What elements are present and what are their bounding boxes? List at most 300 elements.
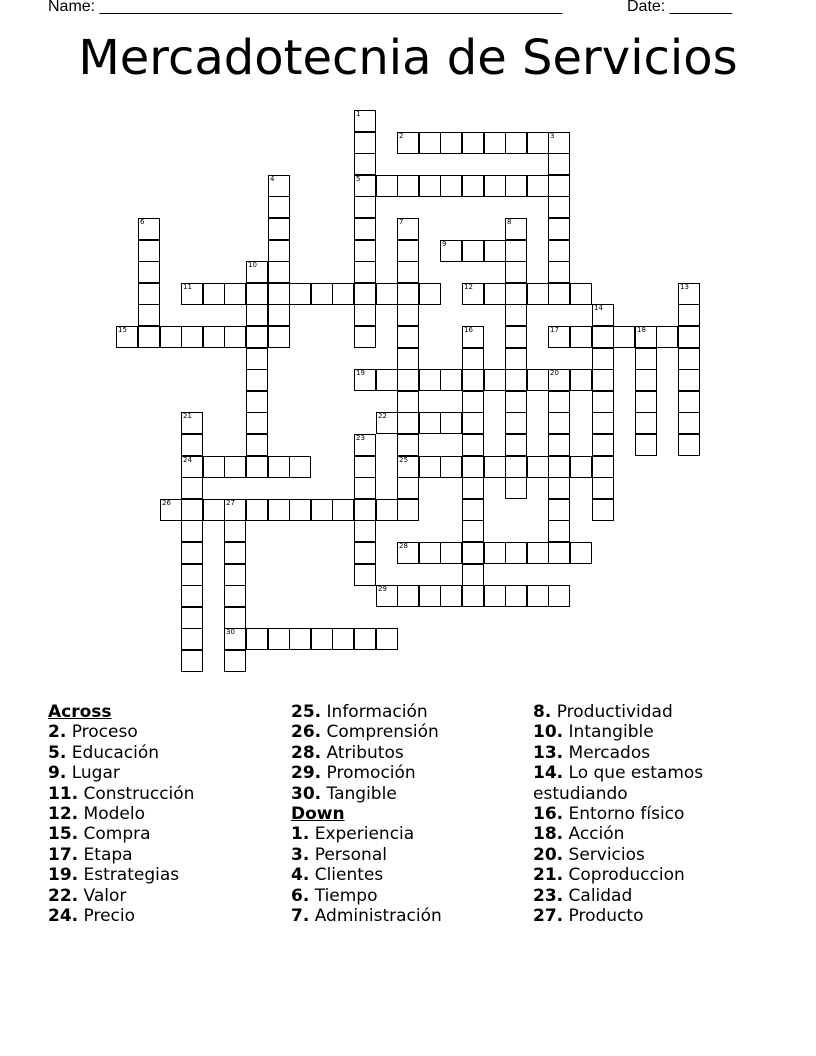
grid-cell[interactable] [354,196,376,218]
clue-item [533,906,703,926]
grid-cell[interactable] [548,542,570,564]
grid-cell[interactable] [138,304,160,326]
grid-cell[interactable] [548,585,570,607]
clue-number: 29 [378,585,387,593]
grid-cell[interactable] [246,499,268,521]
grid-cell[interactable] [311,283,333,305]
grid-cell[interactable] [246,456,268,478]
grid-cell[interactable] [397,304,419,326]
grid-cell[interactable] [570,369,592,391]
clue-number-label: 28. [291,742,322,763]
clue-number-label: 29. [291,763,322,784]
grid-cell[interactable] [548,175,570,197]
grid-cell[interactable] [268,456,290,478]
grid-cell[interactable] [376,499,398,521]
grid-cell[interactable] [505,326,527,348]
grid-cell[interactable] [332,628,354,650]
grid-cell[interactable] [181,628,203,650]
grid-cell[interactable] [440,240,462,262]
clue-number-label: 8. [533,702,552,722]
clue-item [48,906,194,926]
grid-cell[interactable] [505,412,527,434]
grid-cell[interactable] [354,132,376,154]
grid-cell[interactable] [548,218,570,240]
grid-cell[interactable] [116,326,138,348]
grid-cell[interactable] [419,585,441,607]
grid-cell[interactable] [397,542,419,564]
grid-cell[interactable] [462,391,484,413]
clue-number: 7 [399,218,404,226]
grid-cell[interactable] [548,326,570,348]
grid-cell[interactable] [354,369,376,391]
grid-cell[interactable] [462,348,484,370]
clue-text: Educación [71,742,160,763]
grid-cell[interactable] [376,283,398,305]
grid-cell[interactable] [505,283,527,305]
grid-cell[interactable] [462,585,484,607]
grid-cell[interactable] [268,304,290,326]
grid-cell[interactable] [246,412,268,434]
grid-cell[interactable] [548,391,570,413]
grid-cell[interactable] [246,391,268,413]
grid-cell[interactable] [505,175,527,197]
grid-cell[interactable] [397,283,419,305]
grid-cell[interactable] [138,218,160,240]
grid-cell[interactable] [332,283,354,305]
grid-cell[interactable] [224,520,246,542]
grid-cell[interactable] [635,326,657,348]
grid-cell[interactable] [181,412,203,434]
grid-cell[interactable] [613,326,635,348]
grid-cell[interactable] [138,240,160,262]
grid-cell[interactable] [440,456,462,478]
clue-item [291,906,442,926]
grid-cell[interactable] [678,348,700,370]
grid-cell[interactable] [181,456,203,478]
grid-cell[interactable] [440,585,462,607]
grid-cell[interactable] [635,391,657,413]
grid-cell[interactable] [203,499,225,521]
grid-cell[interactable] [160,326,182,348]
grid-cell[interactable] [548,434,570,456]
grid-cell[interactable] [592,348,614,370]
grid-cell[interactable] [592,477,614,499]
grid-cell[interactable] [462,434,484,456]
grid-cell[interactable] [181,607,203,629]
clue-text: Experiencia [314,824,415,845]
grid-cell[interactable] [505,261,527,283]
grid-cell[interactable] [246,628,268,650]
grid-cell[interactable] [548,132,570,154]
grid-cell[interactable] [397,434,419,456]
clue-item [48,743,194,763]
grid-cell[interactable] [592,369,614,391]
grid-cell[interactable] [289,456,311,478]
grid-cell[interactable] [440,132,462,154]
grid-cell[interactable] [440,542,462,564]
grid-cell[interactable] [462,499,484,521]
grid-cell[interactable] [678,434,700,456]
grid-cell[interactable] [678,326,700,348]
grid-cell[interactable] [354,261,376,283]
grid-cell[interactable] [527,283,549,305]
clue-text: Entorno físico [568,804,685,825]
grid-cell[interactable] [484,542,506,564]
grid-cell[interactable] [376,628,398,650]
grid-cell[interactable] [548,283,570,305]
grid-cell[interactable] [354,175,376,197]
grid-cell[interactable] [397,412,419,434]
clue-number-label: 10. [533,722,564,743]
grid-cell[interactable] [354,477,376,499]
grid-cell[interactable] [462,175,484,197]
grid-cell[interactable] [268,499,290,521]
grid-cell[interactable] [354,326,376,348]
grid-cell[interactable] [505,132,527,154]
grid-cell[interactable] [484,585,506,607]
clue-text: estudiando [533,783,628,804]
clue-text: Intangible [568,722,654,743]
grid-cell[interactable] [592,434,614,456]
name-field-label: Name: ____________________________________________________ [48,0,563,15]
clue-item [533,743,703,763]
grid-cell[interactable] [635,369,657,391]
grid-cell[interactable] [505,369,527,391]
clue-item [533,804,703,824]
grid-cell[interactable] [505,218,527,240]
grid-cell[interactable] [548,369,570,391]
grid-cell[interactable] [527,456,549,478]
clue-text: Valor [83,885,127,906]
grid-cell[interactable] [203,326,225,348]
grid-cell[interactable] [592,391,614,413]
grid-cell[interactable] [160,499,182,521]
grid-cell[interactable] [268,175,290,197]
grid-cell[interactable] [268,196,290,218]
grid-cell[interactable] [354,434,376,456]
grid-cell[interactable] [181,650,203,672]
grid-cell[interactable] [138,283,160,305]
clue-number: 4 [270,175,275,183]
grid-cell[interactable] [246,283,268,305]
grid-cell[interactable] [354,240,376,262]
grid-cell[interactable] [592,412,614,434]
grid-cell[interactable] [397,391,419,413]
clue-text: Tangible [326,783,397,804]
grid-cell[interactable] [354,628,376,650]
grid-cell[interactable] [527,175,549,197]
grid-cell[interactable] [505,456,527,478]
grid-cell[interactable] [397,132,419,154]
grid-cell[interactable] [181,564,203,586]
clues-column-2 [291,702,442,926]
clue-number-label: 26. [291,722,322,743]
grid-cell[interactable] [484,283,506,305]
grid-cell[interactable] [678,283,700,305]
grid-cell[interactable] [527,542,549,564]
clue-text: Construcción [83,783,195,804]
grid-cell[interactable] [678,304,700,326]
grid-cell[interactable] [268,283,290,305]
grid-cell[interactable] [246,369,268,391]
grid-cell[interactable] [289,283,311,305]
grid-cell[interactable] [484,369,506,391]
grid-cell[interactable] [678,412,700,434]
clue-number-label: 4. [291,865,310,886]
grid-cell[interactable] [354,304,376,326]
clue-number: 12 [464,283,473,291]
grid-cell[interactable] [548,412,570,434]
grid-cell[interactable] [419,175,441,197]
clue-item [533,763,703,783]
clue-text: Acción [568,824,625,845]
grid-cell[interactable] [311,499,333,521]
grid-cell[interactable] [376,412,398,434]
grid-cell[interactable] [397,585,419,607]
grid-cell[interactable] [548,477,570,499]
grid-cell[interactable] [224,564,246,586]
clue-item [533,865,703,885]
clue-number-label: 19. [48,865,79,886]
grid-cell[interactable] [462,369,484,391]
grid-cell[interactable] [462,326,484,348]
grid-cell[interactable] [246,326,268,348]
grid-cell[interactable] [462,477,484,499]
clue-number: 9 [442,240,447,248]
clue-number: 27 [226,499,235,507]
grid-cell[interactable] [570,326,592,348]
clue-item [291,824,442,844]
grid-cell[interactable] [505,348,527,370]
grid-cell[interactable] [224,542,246,564]
grid-cell[interactable] [570,542,592,564]
grid-cell[interactable] [268,218,290,240]
clue-text: Estrategias [83,865,180,886]
clue-number-label: 30. [291,783,322,804]
grid-cell[interactable] [592,326,614,348]
clue-number: 11 [183,283,192,291]
grid-cell[interactable] [268,261,290,283]
grid-cell[interactable] [332,499,354,521]
grid-cell[interactable] [484,175,506,197]
grid-cell[interactable] [354,542,376,564]
grid-cell[interactable] [592,304,614,326]
grid-cell[interactable] [224,283,246,305]
grid-cell[interactable] [419,412,441,434]
grid-cell[interactable] [354,499,376,521]
clue-number-label: 21. [533,865,564,886]
grid-cell[interactable] [505,240,527,262]
grid-cell[interactable] [462,542,484,564]
grid-cell[interactable] [289,499,311,521]
clue-number: 21 [183,412,192,420]
grid-cell[interactable] [354,520,376,542]
grid-cell[interactable] [462,132,484,154]
grid-cell[interactable] [440,412,462,434]
clue-item [291,743,442,763]
clue-text: Información [326,702,428,722]
clue-number-label: 22. [48,885,79,906]
grid-cell[interactable] [354,564,376,586]
clue-number-label: 17. [48,844,79,865]
grid-cell[interactable] [505,477,527,499]
grid-cell[interactable] [181,499,203,521]
grid-cell[interactable] [419,132,441,154]
grid-cell[interactable] [397,456,419,478]
grid-cell[interactable] [246,261,268,283]
clue-item [48,886,194,906]
grid-cell[interactable] [354,218,376,240]
grid-cell[interactable] [397,477,419,499]
clue-text: Promoción [326,763,416,784]
grid-cell[interactable] [354,283,376,305]
grid-cell[interactable] [397,261,419,283]
clue-number-label: 9. [48,763,67,784]
grid-cell[interactable] [181,326,203,348]
grid-cell[interactable] [181,585,203,607]
grid-cell[interactable] [181,520,203,542]
grid-cell[interactable] [419,456,441,478]
grid-cell[interactable] [224,456,246,478]
clue-text: Producto [568,906,644,927]
grid-cell[interactable] [397,369,419,391]
grid-cell[interactable] [138,326,160,348]
grid-cell[interactable] [224,607,246,629]
grid-cell[interactable] [635,434,657,456]
grid-cell[interactable] [268,240,290,262]
grid-cell[interactable] [376,175,398,197]
clue-text: Modelo [83,804,145,825]
grid-cell[interactable] [246,348,268,370]
clue-item [533,824,703,844]
clue-number: 23 [356,434,365,442]
grid-cell[interactable] [505,391,527,413]
grid-cell[interactable] [376,585,398,607]
grid-cell[interactable] [678,391,700,413]
grid-cell[interactable] [376,369,398,391]
grid-cell[interactable] [138,261,160,283]
grid-cell[interactable] [462,564,484,586]
grid-cell[interactable] [224,650,246,672]
grid-cell[interactable] [527,585,549,607]
grid-cell[interactable] [246,434,268,456]
grid-cell[interactable] [548,456,570,478]
grid-cell[interactable] [635,348,657,370]
grid-cell[interactable] [354,110,376,132]
grid-cell[interactable] [181,477,203,499]
grid-cell[interactable] [484,456,506,478]
grid-cell[interactable] [484,132,506,154]
clue-item [533,722,703,742]
grid-cell[interactable] [397,499,419,521]
grid-cell[interactable] [181,542,203,564]
clue-text: Calidad [568,885,633,906]
grid-cell[interactable] [181,434,203,456]
grid-cell[interactable] [527,132,549,154]
grid-cell[interactable] [397,240,419,262]
grid-cell[interactable] [462,412,484,434]
grid-cell[interactable] [635,412,657,434]
grid-cell[interactable] [570,283,592,305]
grid-cell[interactable] [246,304,268,326]
clue-item [291,886,442,906]
clue-number: 1 [356,110,361,118]
grid-cell[interactable] [592,499,614,521]
grid-cell[interactable] [397,175,419,197]
grid-cell[interactable] [462,456,484,478]
grid-cell[interactable] [505,585,527,607]
grid-cell[interactable] [289,628,311,650]
grid-cell[interactable] [181,283,203,305]
grid-cell[interactable] [419,542,441,564]
grid-cell[interactable] [462,520,484,542]
grid-cell[interactable] [440,369,462,391]
grid-cell[interactable] [592,456,614,478]
grid-cell[interactable] [419,369,441,391]
grid-cell[interactable] [354,456,376,478]
grid-cell[interactable] [397,348,419,370]
grid-cell[interactable] [548,520,570,542]
grid-cell[interactable] [548,240,570,262]
clue-number: 8 [507,218,512,226]
grid-cell[interactable] [678,369,700,391]
grid-cell[interactable] [224,499,246,521]
grid-cell[interactable] [548,196,570,218]
clue-number-label: 12. [48,804,79,825]
grid-cell[interactable] [397,326,419,348]
grid-cell[interactable] [440,175,462,197]
grid-cell[interactable] [548,499,570,521]
grid-cell[interactable] [224,326,246,348]
clue-number-label: 2. [48,722,67,743]
clue-item [291,702,442,722]
grid-cell[interactable] [224,585,246,607]
clue-item [533,845,703,865]
grid-cell[interactable] [268,326,290,348]
grid-cell[interactable] [484,240,506,262]
clue-number-label: 7. [291,906,310,927]
date-field-label: Date: _______ [627,0,732,15]
grid-cell[interactable] [419,283,441,305]
grid-cell[interactable] [354,153,376,175]
grid-cell[interactable] [527,369,549,391]
grid-cell[interactable] [462,283,484,305]
clue-number-label: 15. [48,824,79,845]
clue-number: 14 [594,304,603,312]
grid-cell[interactable] [548,261,570,283]
grid-cell[interactable] [397,218,419,240]
grid-cell[interactable] [462,240,484,262]
clue-number-label: 5. [48,742,67,763]
grid-cell[interactable] [268,628,290,650]
grid-cell[interactable] [548,153,570,175]
clue-item [291,845,442,865]
clue-item [48,804,194,824]
grid-cell[interactable] [505,304,527,326]
grid-cell[interactable] [203,283,225,305]
grid-cell[interactable] [505,542,527,564]
grid-cell[interactable] [311,628,333,650]
grid-cell[interactable] [505,434,527,456]
grid-cell[interactable] [656,326,678,348]
grid-cell[interactable] [224,628,246,650]
clue-item [48,865,194,885]
clue-number: 2 [399,132,404,140]
clue-item [291,865,442,885]
grid-cell[interactable] [570,456,592,478]
grid-cell[interactable] [203,456,225,478]
clue-text: Etapa [83,844,133,865]
